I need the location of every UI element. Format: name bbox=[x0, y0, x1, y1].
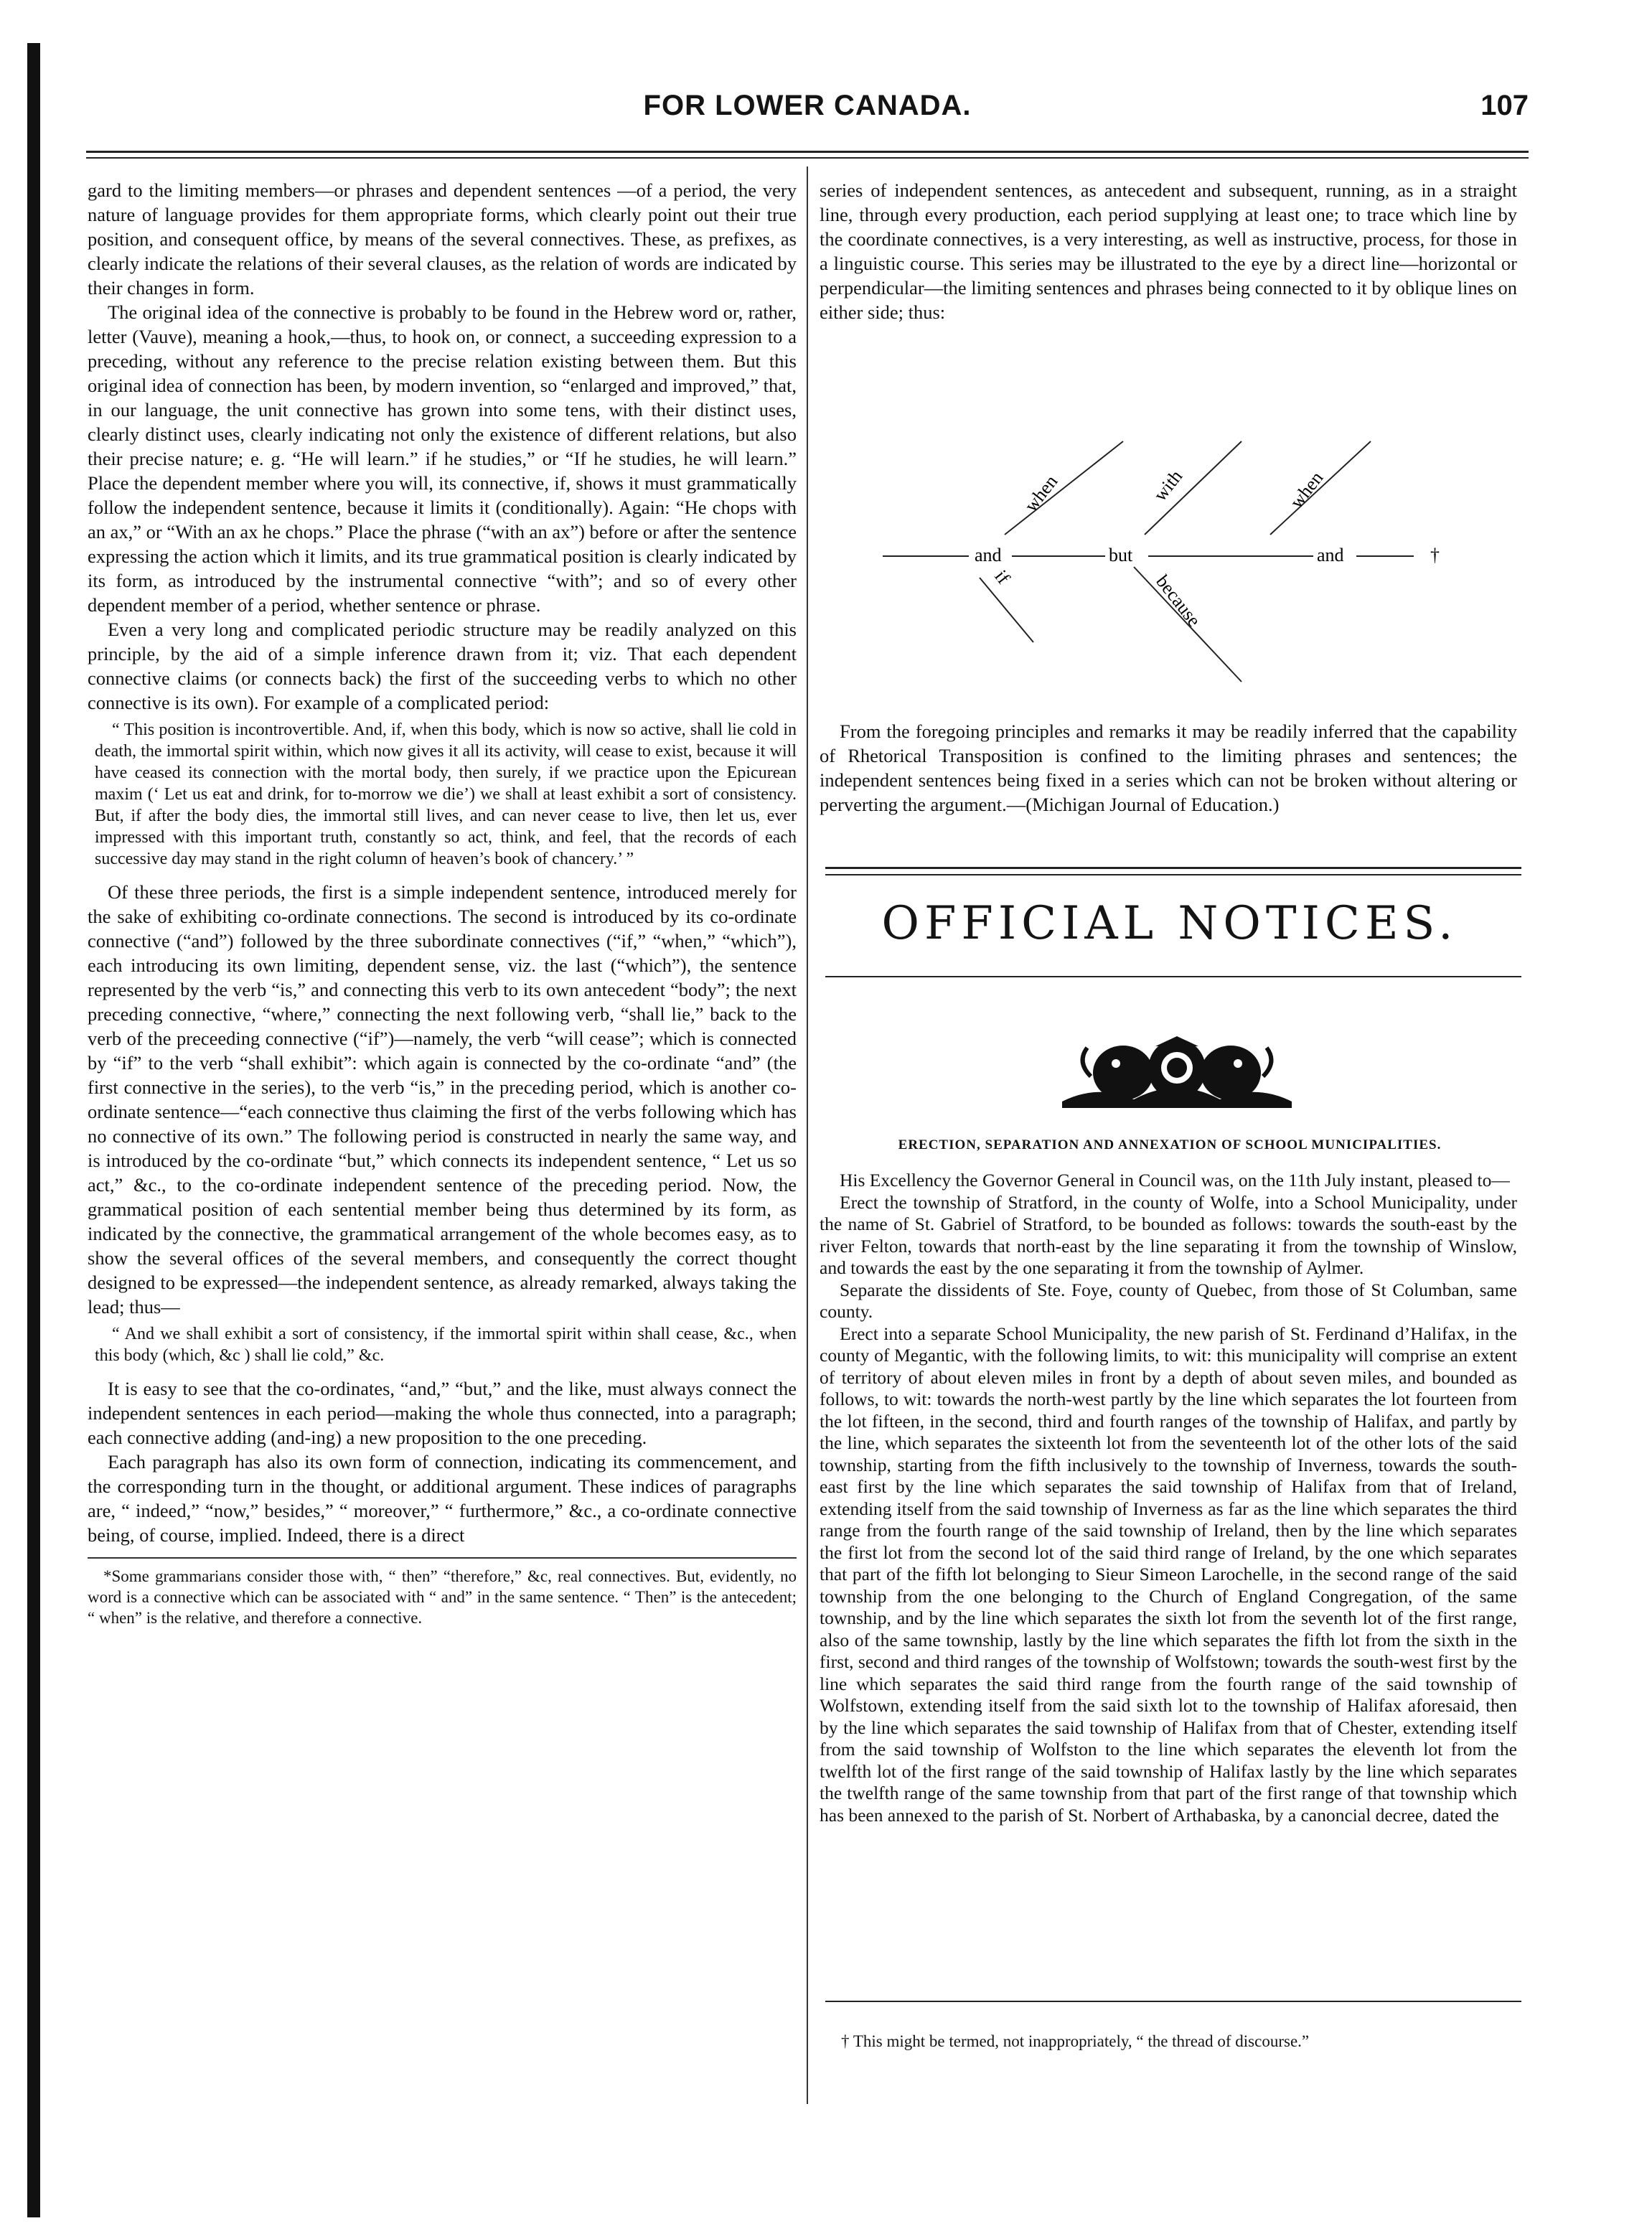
footnote-rule bbox=[88, 1557, 797, 1559]
diagram-label-and: and bbox=[1317, 545, 1344, 565]
notice-paragraph: His Excellency the Governor General in Council was, on the 11th July instant, pleased to— bbox=[840, 1170, 1510, 1191]
right-footnote-wrap bbox=[825, 2031, 1514, 2052]
paragraph: From the foregoing principles and remarks it may be readily inferred that the capability of Rhetorical Transposition is confined to the limiting phrases and sentences; the independent sentences being fixed in a series which can not be broken without altering or perverting the argument.—(Michigan Journal of Education.) bbox=[820, 720, 1517, 815]
section-heading: ERECTION, SEPARATION AND ANNEXATION OF SCHOOL MUNICIPALITIES. bbox=[898, 1137, 1442, 1152]
paragraph: It is easy to see that the co-ordinates, “and,” “but,” and the like, must always connect the independent sentences in each period—making the whole thus connected, into a paragraph; each connective adding (and-ing) a new proposition to the one preceding. bbox=[88, 1378, 797, 1448]
section-rule bbox=[825, 976, 1521, 977]
running-title: FOR LOWER CANADA. bbox=[643, 90, 972, 121]
right-column-conclusion bbox=[820, 719, 1517, 817]
notice-paragraph: Erect into a separate School Municipality, the new parish of St. Ferdinand d’Halifax, in the county of Megantic, with the following limits, to wit: this municipality will comprise an extent of territory of about eleven miles in front by a depth of about seven miles, and bounded as follows, to wit: towards the north-west partly by the line which separates the lot fourteen from the lot fifteen, in the second, third and fourth ranges of the township of Halifax, and partly by the line, which separates the sixteenth lot from the seventeenth lot of the other lots of the said township, starting from the fifth inclusively to the township of Inverness, towards the south-east first by the line which separates the said township of Halifax from that of Ireland, extending itself from the said township of Inverness as far as the line which separates the third range from the fourth range of the said township of Ireland, then by the line which separates the first lot from the second lot of the said third range of Ireland, by the one which separates that part of the fifth lot belonging to Sieur Simeon Larochelle, in the second range of the said township from the one belonging to the Church of England Congregation, of the same township, and by the line which separates the sixth lot from the seventh lot of the first range, also of the same township, lastly by the line which separates the fifth lot from the sixth in the first, second and third ranges of the township of Wolfstown; towards the south-west first by the line which separates the said third range from the fourth range of the said township of Wolfstown, extending itself from the said sixth lot to the township of Halifax aforesaid, then by the line which separates the said township of Halifax from that of Chester, extending itself from the said township of Wolfston to the line which separates the eleventh lot from the twelfth lot of the first range of the said township of Halifax lastly by the line which separates the twelfth range of the same township from that part of the first range of that township which has been annexed to the parish of St. Norbert of Arthabaska, by a canoncial decree, dated the bbox=[820, 1323, 1517, 1826]
official-notices-title: OFFICIAL NOTICES. bbox=[881, 897, 1458, 950]
paragraph: Each paragraph has also its own form of connection, indicating its commencement, and the corresponding turn in the thought, or additional argument. These indices of paragraphs are, “ indeed,” “now,” besides,” “ moreover,” “ furthermore,” &c., a co-ordinate connective being, of course, implied. Indeed, there is a direct bbox=[88, 1451, 797, 1546]
binding-edge bbox=[27, 43, 40, 2217]
footnote: *Some grammarians consider those with, “ then” “therefore,” &c, real connectives. But, evidently, no word is a connective which can be associated with “ and” in the same sentence. “ Then” is the antecedent; “ when” is the relative, and therefore a connective. bbox=[88, 1567, 797, 1627]
paragraph: The original idea of the connective is probably to be found in the Hebrew word or, rather, letter (Vauve), meaning a hook,—thus, to hook on, or connect, a succeeding expression to a preceding, without any reference to the precise relation existing between them. But this original idea of connection has been, by modern invention, so “enlarged and improved,” that, in our language, the unit connective has grown into some tens, with their distinct uses, clearly distinct uses, clearly indicating not only the existence of different relations, but also their precise nature; e. g. “He will learn.” if he studies,” or “If he studies, he will learn.” Place the dependent member where you will, its connective, if, shows it must grammatically follow the independent sentence, because it limits it (conditionally). Again: “He chops with an ax,” or “With an ax he chops.” Place the phrase (“with an ax”) before or after the sentence expressing the action which it limits, and its true grammatical position is clearly indicated by its form, as introduced by the instrumental connective “with”; and so of every other dependent member of a period, whether sentence or phrase. bbox=[88, 301, 797, 616]
diagram-word-when: when bbox=[1285, 467, 1328, 512]
diagram-label-but: but bbox=[1109, 545, 1133, 565]
section-rule bbox=[825, 874, 1521, 875]
right-column-top bbox=[820, 178, 1517, 324]
page-header bbox=[86, 90, 1529, 140]
left-column bbox=[88, 178, 797, 1628]
connective-diagram bbox=[868, 413, 1514, 714]
diagram-word-because: because bbox=[1152, 570, 1205, 631]
diagram-word-with: with bbox=[1149, 466, 1187, 505]
page-number: 107 bbox=[1480, 90, 1529, 121]
oblique-line bbox=[1005, 441, 1123, 535]
diagram-word-when: when bbox=[1020, 471, 1062, 516]
diagram-label-dagger: † bbox=[1430, 545, 1440, 565]
block-quote: “ This position is incontrovertible. And, if, when this body, which is now so active, shall lie cold in death, the immortal spirit within, which now gives it all its activity, will cease to exist, because it will have ceased its connection with the mortal body, then surely, if we practice upon the Epicurean maxim (‘ Let us eat and drink, for to-morrow we die’) we shall at least exhibit a sort of consistency. But, if after the body dies, the immortal still lives, and can never cease to live, then let us, ever impressed with this important truth, constantly so act, think, and feel, that the records of each successive day may stand in the right column of heaven’s book of chancery.’ ” bbox=[95, 720, 797, 868]
coat-of-arms-emblem bbox=[1055, 1033, 1299, 1112]
paragraph: gard to the limiting members—or phrases and dependent sentences —of a period, the very nature of language provides for them appropriate forms, which clearly point out their true position, and consequent office, by means of the several connectives. These, as prefixes, as clearly indicate the relations of their several clauses, as the relation of words are indicated by their changes in form. bbox=[88, 179, 797, 299]
oblique-line bbox=[980, 578, 1033, 642]
footnote: † This might be termed, not inappropriately, “ the thread of discourse.” bbox=[841, 2032, 1310, 2050]
diagram-word-if: if bbox=[990, 565, 1014, 588]
header-rule bbox=[86, 151, 1529, 159]
paragraph: series of independent sentences, as antecedent and subsequent, running, as in a straight line, through every production, each period supplying at least one; to trace which line by the coordinate connectives, is a very interesting, as well as instructive, process, for those in a linguistic course. This series may be illustrated to the eye by a direct line—horizontal or perpendicular—the limiting sentences and phrases being connected to it by oblique lines on either side; thus: bbox=[820, 179, 1517, 323]
paragraph: Of these three periods, the first is a simple independent sentence, introduced merely for the sake of exhibiting co-ordinate connections. The second is introduced by its co-ordinate connective (“and”) followed by the three subordinate connectives (“if,” “when,” “which”), each introducing its own limiting, dependent sense, viz. the last (“which”), the sentence represented by the verb “is,” and connecting this verb to its own antecedent “body”; the next preceding connective, “where,” connecting the next following verb, “shall lie,” back to the verb of the preceeding connective (“if”)—namely, the verb “will cease”; which is connected by “if” to the verb “shall exhibit”: which again is connected by the co-ordinate “and” (the first connective in the series), to the verb “is,” in the preceding period, which is another co-ordinate sentence—“each connective thus claiming the first of the verbs following which has no connective of its own.” The following period is constructed in nearly the same way, and is introduced by the co-ordinate “but,” which connects its independent sentence, “ Let us so act,” &c., to the co-ordinate independent sentence of the preceding period. Now, the grammatical position of each sentential member being thus determined by its form, as indicated by the connective, the grammatical arrangement of the whole becomes easy, as to show the several offices of the several members, and consequently the correct thought designed to be expressed—the independent sentence, as already remarked, always taking the lead; thus— bbox=[88, 881, 797, 1318]
footnote-rule bbox=[825, 2001, 1521, 2002]
diagram-label-and: and bbox=[975, 545, 1002, 565]
notice-paragraph: Erect the township of Stratford, in the county of Wolfe, into a School Municipality, under the name of St. Gabriel of Stratford, to be bounded as follows: towards the south-east by the river Felton, towards that north-east by the line separating it from the township of Winslow, and towards the east by the one separating it from the township of Aylmer. bbox=[820, 1191, 1517, 1278]
column-divider bbox=[807, 166, 808, 2104]
notice-paragraph: Separate the dissidents of Ste. Foye, county of Quebec, from those of St Columban, same county. bbox=[820, 1279, 1517, 1322]
section-rule bbox=[825, 867, 1521, 869]
block-quote: “ And we shall exhibit a sort of consistency, if the immortal spirit within shall cease, &c., when this body (which, &c ) shall lie cold,” &c. bbox=[95, 1325, 797, 1365]
right-column-notices bbox=[820, 1170, 1517, 1826]
paragraph: Even a very long and complicated periodic structure may be readily analyzed on this principle, by the aid of a simple inference drawn from it; viz. That each dependent connective claims (or connects back) the first of the succeeding verbs to which no other connective is its own). For example of a complicated period: bbox=[88, 619, 797, 713]
